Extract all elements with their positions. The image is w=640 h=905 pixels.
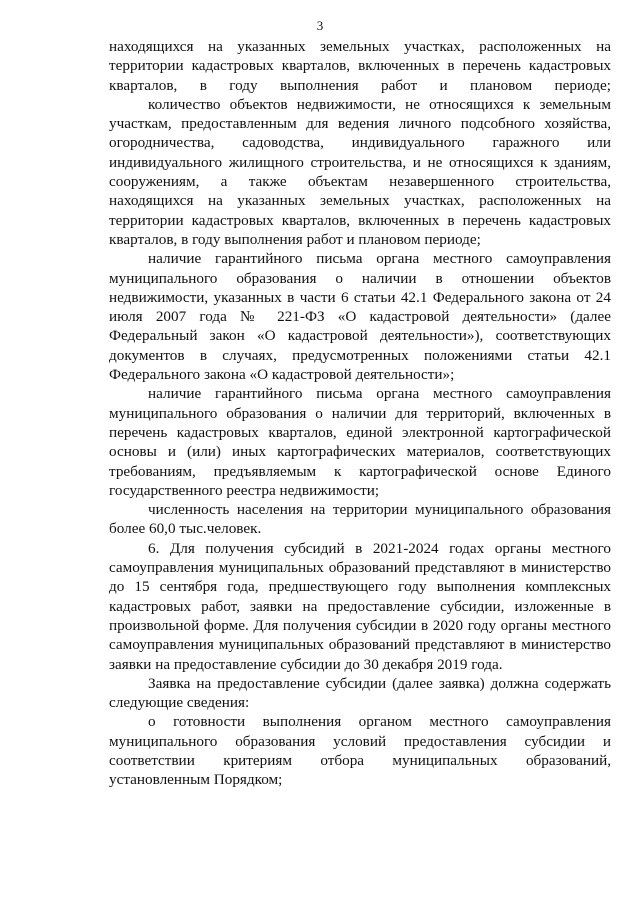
paragraph-application-contents: Заявка на предоставление субсидии (далее заявка) должна содержать следующие сведения:	[109, 674, 611, 712]
document-body	[109, 37, 611, 790]
paragraph-guarantee-letter-cartography: наличие гарантийного письма органа местного самоуправления муниципального образования о наличии для территорий, включенных в перечень кадастровых кварталов, единой электронной картографической основы и (или) иных картографических материалов, соответствующих требованиям, предъявляемым к картографической основе Единого государственного реестра недвижимости;	[109, 385, 611, 499]
paragraph-real-estate-count: количество объектов недвижимости, не относящихся к земельным участкам, предоставленным для ведения личного подсобного хозяйства, огородничества, садоводства, индивидуального гаражного или индивидуального жилищного строительства, и не относящихся к зданиям, сооружениям, а также объектам незавершенного строительства, находящихся на указанных земельных участках, расположенных на территории кадастровых кварталов, включенных в перечень кадастровых кварталов, в году выполнения работ и плановом периоде;	[109, 95, 611, 248]
paragraph-section-6: 6. Для получения субсидий в 2021-2024 годах органы местного самоуправления муниципальных образований представляют в министерство до 15 сентября года, предшествующего году выполнения комплексных кадастровых работ, заявки на предоставление субсидии, изложенные в произвольной форме. Для получения субсидии в 2020 году органы местного самоуправления муниципальных образований представляют в министерство заявки на предоставление субсидии до 30 декабря 2019 года.	[109, 539, 611, 673]
page-number: 3	[316, 18, 324, 33]
paragraph-guarantee-letter-documents: наличие гарантийного письма органа местного самоуправления муниципального образования о наличии в отношении объектов недвижимости, указанных в части 6 статьи 42.1 Федерального закона от 24 июля 2007 года № 221-ФЗ «О кадастровой деятельности» (далее Федеральный закон «О кадастровой деятельности»), соответствующих документов в случаях, предусмотренных положениями статьи 42.1 Федерального закона «О кадастровой деятельности»;	[109, 250, 611, 384]
paragraph-population: численность населения на территории муниципального образования более 60,0 тыс.человек.	[109, 501, 611, 538]
paragraph-continuation: находящихся на указанных земельных участках, расположенных на территории кадастровых кварталов, включенных в перечень кадастровых кварталов, в году выполнения работ и плановом периоде;	[109, 38, 611, 94]
paragraph-readiness: о готовности выполнения органом местного самоуправления муниципального образования условий предоставления субсидии и соответствии критериям отбора муниципальных образований, установленным Порядком;	[109, 713, 611, 789]
